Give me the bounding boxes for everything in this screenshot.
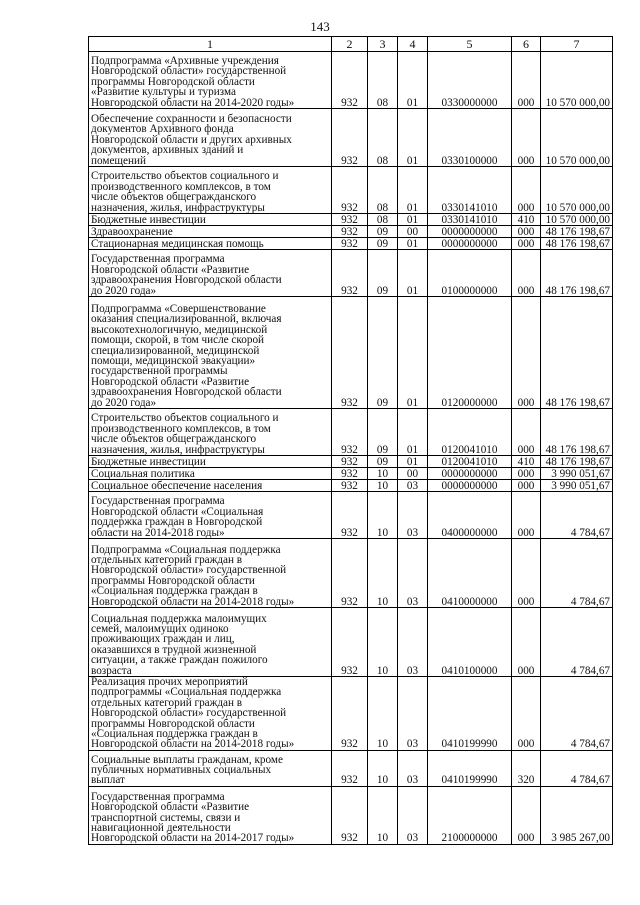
row-col5-cell: 0000000000 <box>428 238 512 250</box>
row-col5-cell: 0120041010 <box>428 456 512 468</box>
row-col4-cell: 03 <box>398 786 428 844</box>
table-row <box>89 250 613 297</box>
table-row <box>89 52 613 109</box>
row-col2-cell: 932 <box>332 480 368 492</box>
row-amount-cell: 48 176 198,67 <box>541 226 613 238</box>
row-col6-cell: 000 <box>512 608 541 677</box>
row-col5-cell: 0120041010 <box>428 409 512 456</box>
column-header: 6 <box>512 37 541 52</box>
row-col5-cell: 2100000000 <box>428 786 512 844</box>
row-name-cell: Подпрограмма «Совершенствование оказания специализированной, включая высокотехнологичную, медицинской помощи, скорой, в том числе скорой специализированной, медицинской помощи, медицинской эвакуации» государственной программы Новгородской области «Развитие здравоохранения Новгородской области до 2020 года» <box>89 297 332 409</box>
row-col3-cell: 10 <box>368 677 398 751</box>
column-header: 2 <box>332 37 368 52</box>
row-col2-cell: 932 <box>332 297 368 409</box>
row-amount-cell: 4 784,67 <box>541 677 613 751</box>
row-col5-cell: 0410000000 <box>428 539 512 608</box>
page-number: 143 <box>310 19 330 34</box>
row-col4-cell: 00 <box>398 226 428 238</box>
table-row <box>89 297 613 409</box>
row-col2-cell: 932 <box>332 468 368 480</box>
row-name-cell: Государственная программа Новгородской области «Развитие транспортной системы, связи и навигационной деятельности Новгородской области на 2014-2017 годы» <box>89 786 332 844</box>
row-amount-cell: 48 176 198,67 <box>541 297 613 409</box>
row-col2-cell: 932 <box>332 492 368 539</box>
row-col3-cell: 10 <box>368 750 398 786</box>
row-col5-cell: 0330141010 <box>428 214 512 226</box>
row-col2-cell: 932 <box>332 250 368 297</box>
table-row <box>89 109 613 167</box>
row-name-cell: Строительство объектов социального и производственного комплексов, в том числе объектов общегражданского назначения, жилья, инфраструктуры <box>89 409 332 456</box>
row-col5-cell: 0000000000 <box>428 468 512 480</box>
row-col4-cell: 00 <box>398 468 428 480</box>
row-col3-cell: 10 <box>368 786 398 844</box>
row-col3-cell: 08 <box>368 52 398 109</box>
row-col6-cell: 000 <box>512 677 541 751</box>
row-amount-cell: 3 990 051,67 <box>541 480 613 492</box>
row-col6-cell: 000 <box>512 297 541 409</box>
row-amount-cell: 3 990 051,67 <box>541 468 613 480</box>
table-row <box>89 677 613 751</box>
row-col4-cell: 01 <box>398 214 428 226</box>
column-header: 1 <box>89 37 332 52</box>
row-name-cell: Стационарная медицинская помощь <box>89 238 332 250</box>
row-col5-cell: 0330141010 <box>428 167 512 214</box>
row-col4-cell: 01 <box>398 297 428 409</box>
row-col2-cell: 932 <box>332 456 368 468</box>
row-col5-cell: 0410199990 <box>428 677 512 751</box>
column-header: 3 <box>368 37 398 52</box>
row-col4-cell: 01 <box>398 238 428 250</box>
row-amount-cell: 48 176 198,67 <box>541 250 613 297</box>
row-amount-cell: 4 784,67 <box>541 539 613 608</box>
row-col6-cell: 000 <box>512 409 541 456</box>
row-col2-cell: 932 <box>332 226 368 238</box>
table-row <box>89 480 613 492</box>
row-col6-cell: 410 <box>512 456 541 468</box>
row-col6-cell: 000 <box>512 539 541 608</box>
row-col5-cell: 0410199990 <box>428 750 512 786</box>
row-name-cell: Бюджетные инвестиции <box>89 214 332 226</box>
row-name-cell: Здравоохранение <box>89 226 332 238</box>
table-row <box>89 492 613 539</box>
row-col3-cell: 09 <box>368 456 398 468</box>
row-col2-cell: 932 <box>332 52 368 109</box>
row-name-cell: Бюджетные инвестиции <box>89 456 332 468</box>
row-col3-cell: 09 <box>368 409 398 456</box>
row-amount-cell: 4 784,67 <box>541 750 613 786</box>
row-name-cell: Социальная поддержка малоимущих семей, малоимущих одиноко проживающих граждан и лиц, оказавшихся в трудной жизненной ситуации, а также граждан пожилого возраста <box>89 608 332 677</box>
row-col4-cell: 03 <box>398 677 428 751</box>
row-col3-cell: 08 <box>368 109 398 167</box>
row-col6-cell: 410 <box>512 214 541 226</box>
row-col6-cell: 000 <box>512 250 541 297</box>
row-col4-cell: 03 <box>398 492 428 539</box>
row-amount-cell: 4 784,67 <box>541 492 613 539</box>
column-header: 7 <box>541 37 613 52</box>
row-col6-cell: 000 <box>512 480 541 492</box>
row-col3-cell: 10 <box>368 480 398 492</box>
row-name-cell: Социальная политика <box>89 468 332 480</box>
row-amount-cell: 10 570 000,00 <box>541 52 613 109</box>
row-name-cell: Обеспечение сохранности и безопасности документов Архивного фонда Новгородской области и других архивных документов, архивных зданий и помещений <box>89 109 332 167</box>
row-col4-cell: 01 <box>398 52 428 109</box>
row-col3-cell: 10 <box>368 468 398 480</box>
row-col5-cell: 0120000000 <box>428 297 512 409</box>
row-amount-cell: 10 570 000,00 <box>541 167 613 214</box>
table-row <box>89 409 613 456</box>
row-col4-cell: 01 <box>398 167 428 214</box>
row-col2-cell: 932 <box>332 539 368 608</box>
row-col4-cell: 03 <box>398 608 428 677</box>
table-header-row <box>89 37 613 52</box>
row-amount-cell: 10 570 000,00 <box>541 214 613 226</box>
row-col5-cell: 0000000000 <box>428 226 512 238</box>
row-amount-cell: 10 570 000,00 <box>541 109 613 167</box>
row-col4-cell: 01 <box>398 456 428 468</box>
row-col2-cell: 932 <box>332 238 368 250</box>
table-row <box>89 167 613 214</box>
row-col4-cell: 03 <box>398 539 428 608</box>
table-row <box>89 226 613 238</box>
row-col5-cell: 0330000000 <box>428 52 512 109</box>
row-col6-cell: 000 <box>512 167 541 214</box>
row-col4-cell: 01 <box>398 409 428 456</box>
row-amount-cell: 48 176 198,67 <box>541 456 613 468</box>
row-name-cell: Социальное обеспечение населения <box>89 480 332 492</box>
row-col3-cell: 09 <box>368 238 398 250</box>
row-name-cell: Социальные выплаты гражданам, кроме публичных нормативных социальных выплат <box>89 750 332 786</box>
row-col6-cell: 320 <box>512 750 541 786</box>
row-col2-cell: 932 <box>332 167 368 214</box>
row-col4-cell: 01 <box>398 109 428 167</box>
row-name-cell: Реализация прочих мероприятий подпрограммы «Социальная поддержка отдельных категорий граждан в Новгородской области» государственной программы Новгородской области «Социальная поддержка граждан в Новгородской области на 2014-2018 годы» <box>89 677 332 751</box>
table-row <box>89 456 613 468</box>
row-col6-cell: 000 <box>512 468 541 480</box>
row-col2-cell: 932 <box>332 109 368 167</box>
row-col3-cell: 10 <box>368 539 398 608</box>
row-name-cell: Государственная программа Новгородской области «Социальная поддержка граждан в Новгородской области на 2014-2018 годы» <box>89 492 332 539</box>
row-col3-cell: 08 <box>368 214 398 226</box>
column-header: 4 <box>398 37 428 52</box>
row-col6-cell: 000 <box>512 786 541 844</box>
row-col2-cell: 932 <box>332 608 368 677</box>
table-row <box>89 468 613 480</box>
row-col6-cell: 000 <box>512 226 541 238</box>
row-col6-cell: 000 <box>512 492 541 539</box>
row-col5-cell: 0400000000 <box>428 492 512 539</box>
row-col6-cell: 000 <box>512 52 541 109</box>
row-amount-cell: 4 784,67 <box>541 608 613 677</box>
row-col3-cell: 08 <box>368 167 398 214</box>
row-name-cell: Подпрограмма «Архивные учреждения Новгородской области» государственной программы Новгородской области «Развитие культуры и туризма Новгородской области на 2014-2020 годы» <box>89 52 332 109</box>
row-amount-cell: 48 176 198,67 <box>541 238 613 250</box>
row-col4-cell: 01 <box>398 250 428 297</box>
row-col3-cell: 09 <box>368 226 398 238</box>
table-row <box>89 539 613 608</box>
row-name-cell: Государственная программа Новгородской области «Развитие здравоохранения Новгородской области до 2020 года» <box>89 250 332 297</box>
row-col6-cell: 000 <box>512 109 541 167</box>
row-col5-cell: 0410100000 <box>428 608 512 677</box>
row-col4-cell: 03 <box>398 480 428 492</box>
row-col3-cell: 09 <box>368 250 398 297</box>
row-col5-cell: 0000000000 <box>428 480 512 492</box>
row-name-cell: Строительство объектов социального и производственного комплексов, в том числе объектов общегражданского назначения, жилья, инфраструктуры <box>89 167 332 214</box>
table-row <box>89 238 613 250</box>
row-col2-cell: 932 <box>332 750 368 786</box>
row-col4-cell: 03 <box>398 750 428 786</box>
budget-table <box>88 36 613 845</box>
row-col2-cell: 932 <box>332 214 368 226</box>
row-name-cell: Подпрограмма «Социальная поддержка отдельных категорий граждан в Новгородской области» государственной программы Новгородской области «Социальная поддержка граждан в Новгородской области на 2014-2018 годы» <box>89 539 332 608</box>
row-col5-cell: 0330100000 <box>428 109 512 167</box>
row-amount-cell: 48 176 198,67 <box>541 409 613 456</box>
row-col5-cell: 0100000000 <box>428 250 512 297</box>
row-col2-cell: 932 <box>332 786 368 844</box>
table-row <box>89 786 613 844</box>
table-row <box>89 750 613 786</box>
table-row <box>89 214 613 226</box>
table-row <box>89 608 613 677</box>
row-col3-cell: 09 <box>368 297 398 409</box>
row-col3-cell: 10 <box>368 608 398 677</box>
row-col3-cell: 10 <box>368 492 398 539</box>
row-col2-cell: 932 <box>332 409 368 456</box>
row-col6-cell: 000 <box>512 238 541 250</box>
row-col2-cell: 932 <box>332 677 368 751</box>
row-amount-cell: 3 985 267,00 <box>541 786 613 844</box>
column-header: 5 <box>428 37 512 52</box>
